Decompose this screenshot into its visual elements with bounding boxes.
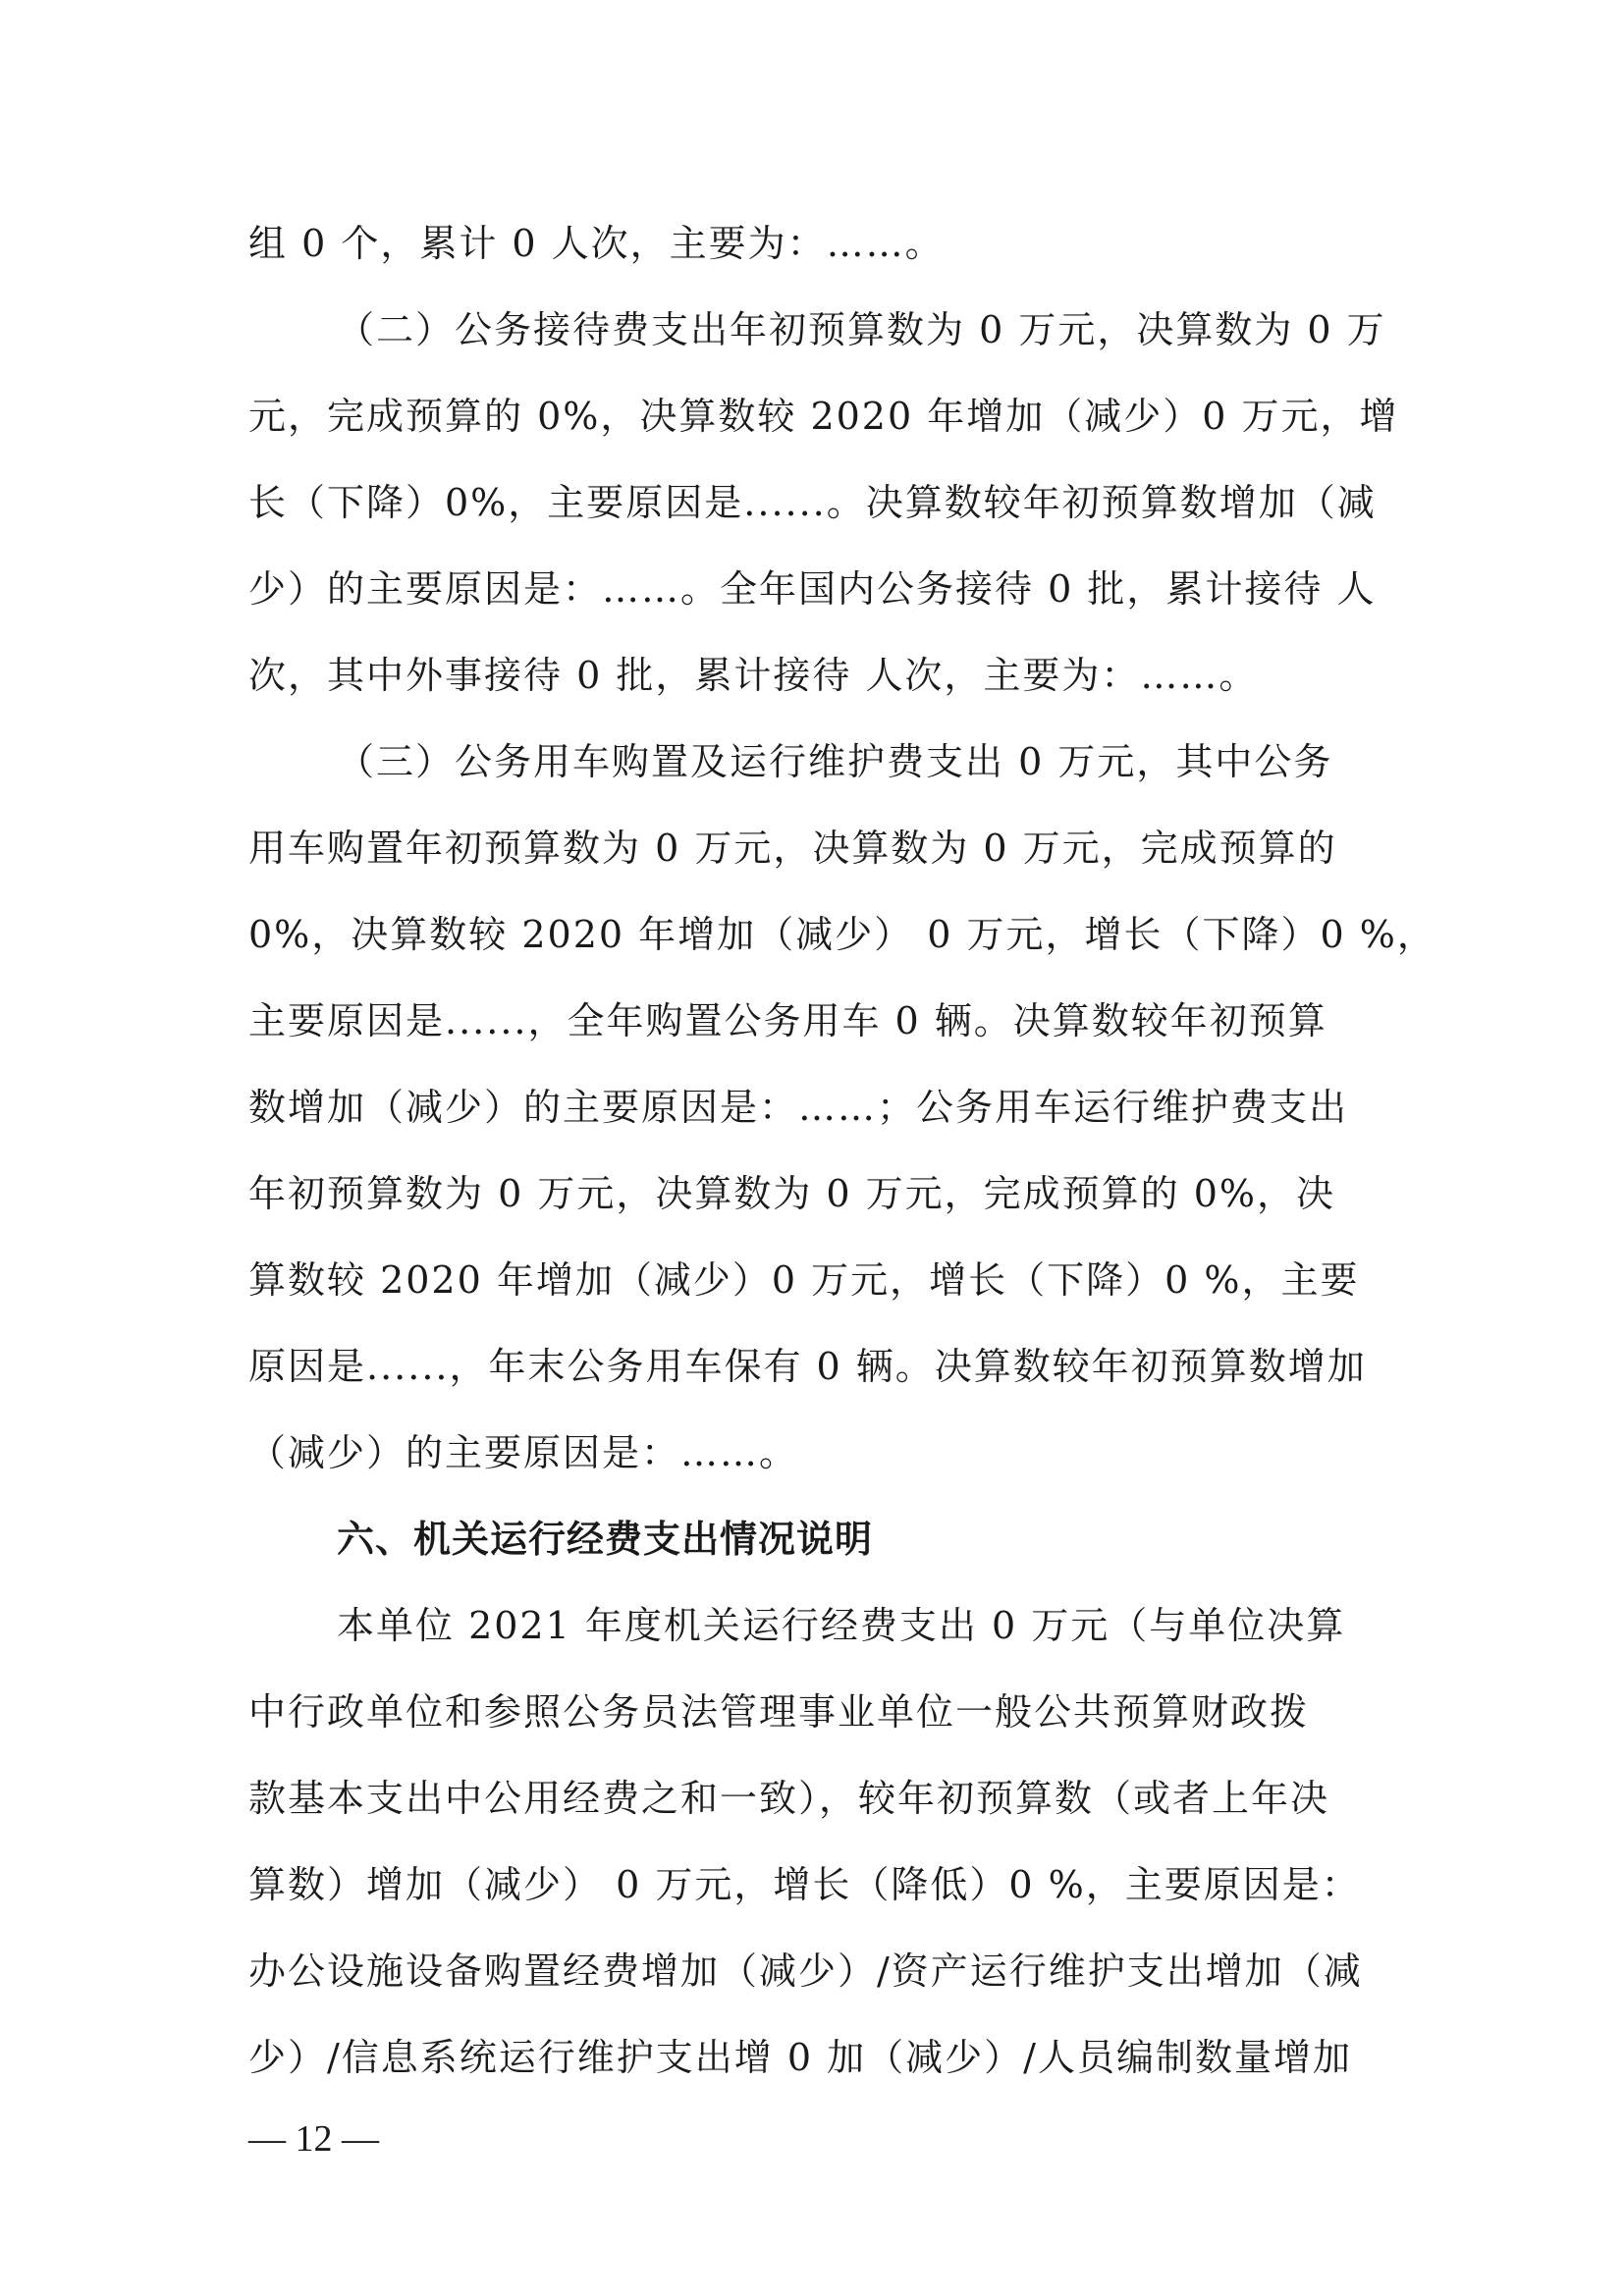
text-line: 年初预算数为 0 万元，决算数为 0 万元，完成预算的 0%，决 [248, 1172, 1336, 1215]
text-line: 组 0 个，累计 0 人次，主要为：……。 [248, 222, 945, 265]
text-line: 元，完成预算的 0%，决算数较 2020 年增加（减少）0 万元，增 [248, 395, 1399, 438]
text-line: 0%，决算数较 2020 年增加（减少） 0 万元，增长（下降）0 %， [248, 913, 1436, 956]
text-line: 算数）增加（减少） 0 万元，增长（降低）0 %，主要原因是： [248, 1863, 1361, 1906]
text-line: 主要原因是......，全年购置公务用车 0 辆。决算数较年初预算 [248, 999, 1327, 1042]
text-line: 款基本支出中公用经费之和一致），较年初预算数（或者上年决 [248, 1777, 1330, 1820]
text-line: 少）/信息系统运行维护支出增 0 加（减少）/人员编制数量增加 [248, 2036, 1352, 2079]
text-line: 次，其中外事接待 0 批，累计接待 人次，主要为：……。 [248, 654, 1259, 697]
text-line: 长（下降）0%，主要原因是......。决算数较年初预算数增加（减 [248, 481, 1377, 524]
paragraph-start-line: 本单位 2021 年度机关运行经费支出 0 万元（与单位决算 [337, 1604, 1346, 1647]
text-line: （减少）的主要原因是：……。 [248, 1431, 799, 1474]
text-line: 数增加（减少）的主要原因是：……；公务用车运行维护费支出 [248, 1086, 1349, 1129]
paragraph-start-line: （三）公务用车购置及运行维护费支出 0 万元，其中公务 [337, 740, 1333, 783]
text-line: 算数较 2020 年增加（减少）0 万元，增长（下降）0 %，主要 [248, 1258, 1360, 1302]
text-line: 办公设施设备购置经费增加（减少）/资产运行维护支出增加（减 [248, 1949, 1363, 1993]
text-line: 原因是......，年末公务用车保有 0 辆。决算数较年初预算数增加 [248, 1345, 1367, 1388]
text-line: 少）的主要原因是：……。全年国内公务接待 0 批，累计接待 人 [248, 567, 1377, 611]
text-line: 中行政单位和参照公务员法管理事业单位一般公共预算财政拨 [248, 1690, 1310, 1734]
text-line: 用车购置年初预算数为 0 万元，决算数为 0 万元，完成预算的 [248, 827, 1337, 870]
section-heading: 六、机关运行经费支出情况说明 [337, 1518, 874, 1561]
paragraph-start-line: （二）公务接待费支出年初预算数为 0 万元，决算数为 0 万 [337, 308, 1386, 351]
page-number: — 12 — [248, 2118, 379, 2160]
